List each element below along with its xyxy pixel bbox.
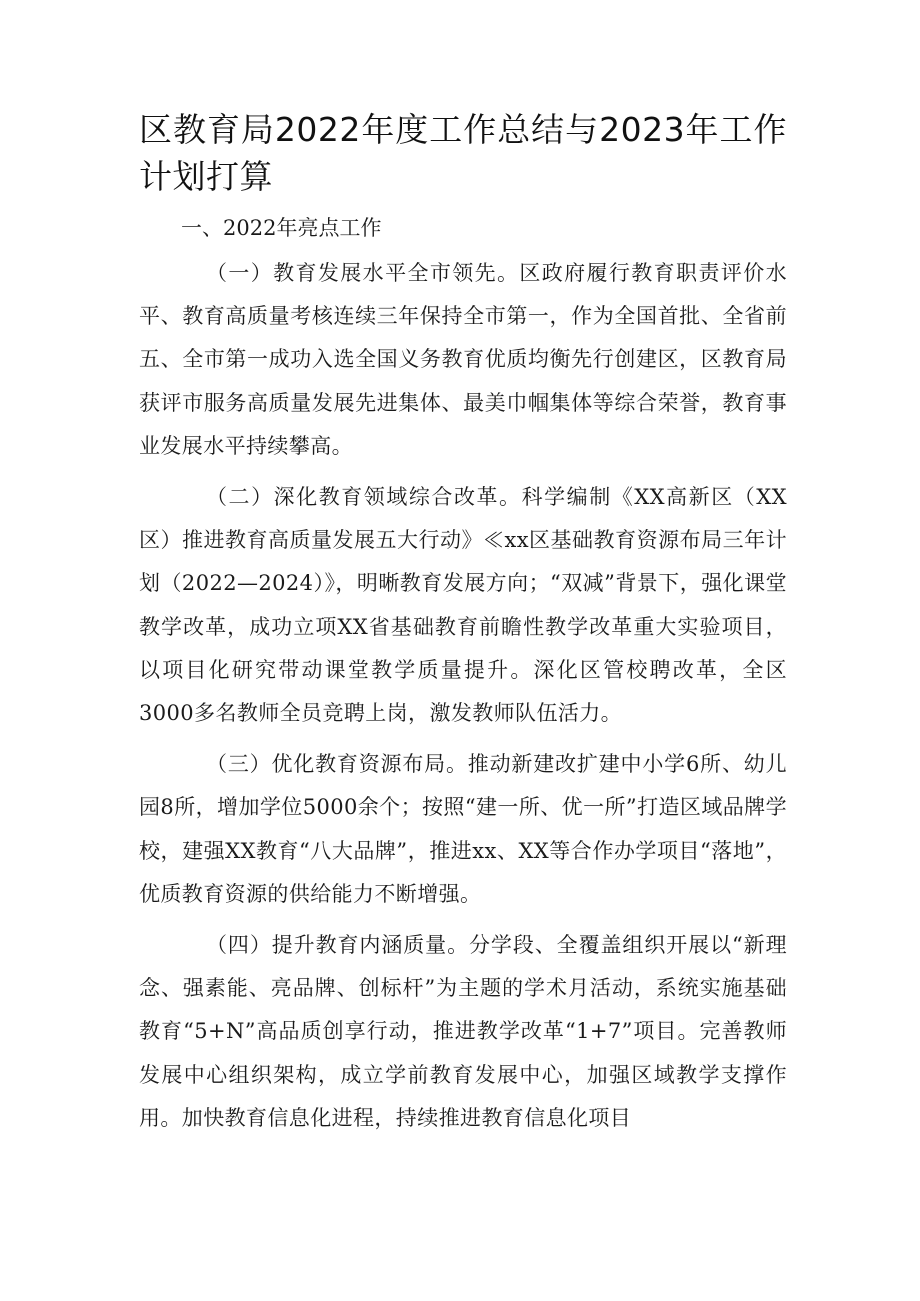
paragraph-1: （一）教育发展水平全市领先。区政府履行教育职责评价水平、教育高质量考核连续三年保持全市第一，作为全国首批、全省前五、全市第一成功入选全国义务教育优质均衡先行创建区，区教育局获评市服务高质量发展先进集体、最美巾帼集体等综合荣誉，教育事业发展水平持续攀高。 [139, 261, 787, 458]
paragraph-3: （三）优化教育资源布局。推动新建改扩建中小学6所、幼儿园8所，增加学位5000余个；按照“建一所、优一所”打造区域品牌学校，建强XX教育“八大品牌”，推进xx、XX等合作办学项目“落地”，优质教育资源的供给能力不断增强。 [139, 752, 787, 906]
paragraph-4: （四）提升教育内涵质量。分学段、全覆盖组织开展以“新理念、强素能、亮品牌、创标杆”为主题的学术月活动，系统实施基础教育“5+N”高品质创享行动，推进教学改革“1+7”项目。完善教师发展中心组织架构，成立学前教育发展中心，加强区域教学支撑作用。加快教育信息化进程，持续推进教育信息化项目 [139, 933, 787, 1130]
section-heading: 一、2022年亮点工作 [181, 216, 382, 240]
paragraph-2: （二）深化教育领域综合改革。科学编制《XX高新区（XX区）推进教育高质量发展五大行动》≪xx区基础教育资源布局三年计划（2022—2024）》，明晰教育发展方向；“双减”背景下，强化课堂教学改革，成功立项XX省基础教育前瞻性教学改革重大实验项目，以项目化研究带动课堂教学质量提升。深化区管校聘改革，全区3000多名教师全员竞聘上岗，激发教师队伍活力。 [139, 485, 787, 726]
document-page [139, 0, 787, 1140]
document-title: 区教育局2022年度工作总结与2023年工作计划打算 [139, 110, 787, 196]
